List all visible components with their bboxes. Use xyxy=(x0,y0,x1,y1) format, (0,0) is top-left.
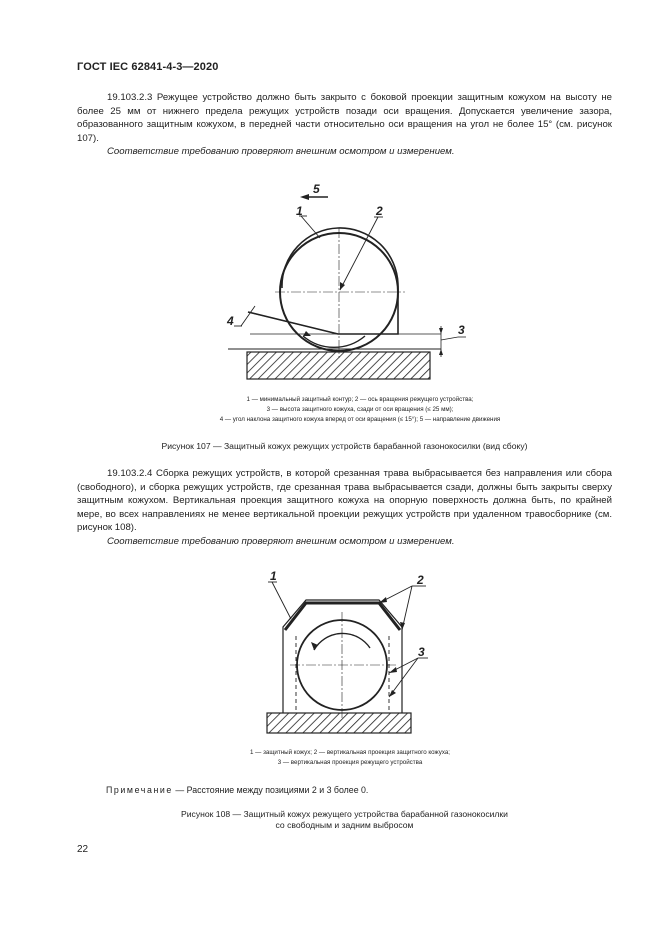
section-19-103-2-3-text: 19.103.2.3 Режущее устройство должно быть закрыто с боковой проекции защитным кожухом на высоту не более 25 мм от нижнего предела режущих устройств позади оси вращения. Допускается увеличение зазора, образованного защитным кожухом, в передней части относительно оси вращения на угол не более 15° (см. рисунок 107). xyxy=(77,92,612,144)
note-text: — Расстояние между позициями 2 и 3 более 0. xyxy=(175,785,369,795)
figure-107-label-1: 1 xyxy=(296,204,303,218)
section-19-103-2-4-text: 19.103.2.4 Сборка режущих устройств, в которой срезанная трава выбрасывается без направления или сбора (свободного), и сборка режущих устройств, где срезанная трава выбрасывается сзади, должны быть закрыты сверху защитным кожухом. Вертикальная проекция защитного кожуха на опорную поверхность должна быть, по крайней мере, во всех направлениях не менее вертикальной проекции режущих устройств при удаленном травосборнике (см. рисунок 108). xyxy=(77,468,612,534)
figure-107-legend-line: 1 — минимальный защитный контур; 2 — ось вращения режущего устройства; xyxy=(246,396,474,403)
figure-107-label-5: 5 xyxy=(313,182,320,196)
figure-108-legend-line: 1 — защитный кожух; 2 — вертикальная проекция защитного кожуха; xyxy=(250,749,450,756)
figure-108-caption-line: со свободным и задним выбросом xyxy=(275,820,414,830)
page-number: 22 xyxy=(77,844,89,855)
document-header: ГОСТ IEC 62841-4-3—2020 xyxy=(77,61,219,73)
figure-108-ground-hatch xyxy=(267,713,411,733)
figure-107-legend-line: 3 — высота защитного кожуха, сзади от оси вращения (≤ 25 мм); xyxy=(266,406,454,414)
note-label: Примечание xyxy=(106,785,173,795)
figure-107-label-4: 4 xyxy=(227,314,234,328)
figure-108-label-3: 3 xyxy=(418,645,425,659)
figure-107-label-2: 2 xyxy=(376,204,383,218)
figure-108-caption xyxy=(77,809,612,831)
figure-108-label-1: 1 xyxy=(270,569,277,583)
figure-108-caption-line: Рисунок 108 — Защитный кожух режущего устройства барабанной газонокосилки xyxy=(180,809,508,819)
section-19-103-2-4-compliance: Соответствие требованию проверяют внешним осмотром и измерением. xyxy=(107,536,455,547)
section-19-103-2-3-compliance: Соответствие требованию проверяют внешним осмотром и измерением. xyxy=(107,146,455,157)
figure-108-guard xyxy=(285,603,400,630)
figure-108-note xyxy=(106,785,368,795)
figure-108-legend-line: 3 — вертикальная проекция режущего устройства xyxy=(277,759,423,767)
figure-107-label-3: 3 xyxy=(458,323,465,337)
figure-107-caption: Рисунок 107 — Защитный кожух режущих устройств барабанной газонокосилки (вид сбоку) xyxy=(161,441,528,451)
figure-108-rotation-arrowhead xyxy=(311,642,318,650)
figure-107-legend-line: 4 — угол наклона защитного кожуха вперед от оси вращения (≤ 15°); 5 — направление движения xyxy=(219,416,501,424)
figure-108-legend xyxy=(100,748,600,768)
figure-108-label-2: 2 xyxy=(417,573,424,587)
figure-108-guard-projection xyxy=(283,600,402,713)
